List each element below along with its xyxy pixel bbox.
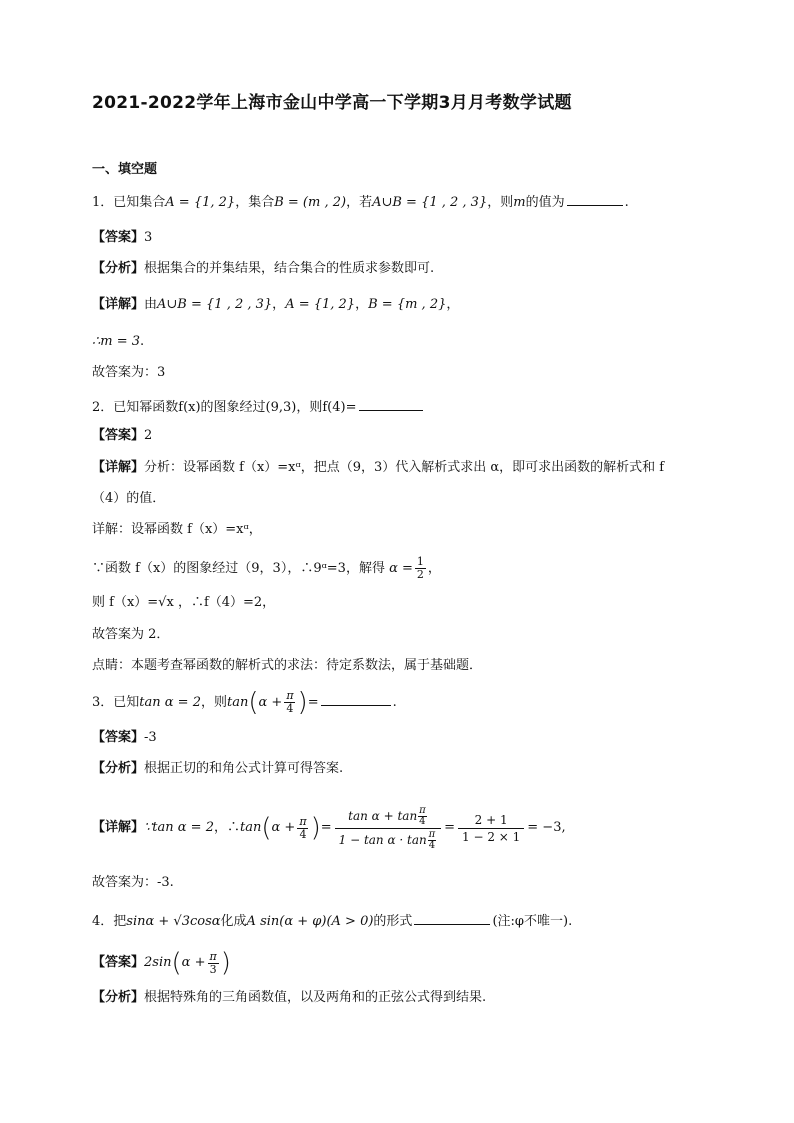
answer-tag: 【答案】 — [92, 428, 145, 443]
left-paren: ( — [171, 948, 182, 978]
left-paren: ( — [248, 687, 259, 718]
q2-comment: 点睛：本题考查幂函数的解析式的求法：待定系数法，属于基础题． — [92, 658, 483, 673]
fraction-denominator: 2 — [416, 568, 424, 581]
q3-formula-fraction — [335, 806, 441, 851]
q1-set-a: A = {1, 2} — [165, 195, 236, 210]
q3-blank — [321, 691, 391, 706]
q1-therefore: ∴m = 3. — [92, 334, 145, 349]
detail-tag: 【详解】 — [92, 460, 145, 475]
analysis-tag: 【分析】 — [92, 261, 145, 276]
q4-stem — [92, 910, 572, 931]
q2-detail-b: （4）的值． — [92, 491, 166, 506]
q3-answer-value: -3 — [144, 730, 157, 745]
fraction-denominator: 4 — [419, 815, 426, 827]
q3-stem-pre: 3．已知 — [92, 695, 140, 710]
q2-line-e-post: ，∴f（4）=2， — [177, 595, 276, 610]
analysis-tag: 【分析】 — [92, 990, 145, 1005]
q2-detail-a-text: 分析：设幂函数 f（x）=xᵅ，把点（9，3）代入解析式求出 α，即可求出函数的解析式和 f — [144, 460, 665, 475]
q2-alpha: α = — [389, 561, 413, 576]
q1-analysis — [92, 260, 434, 278]
q3-analysis — [92, 760, 343, 778]
q2-sqrt: √x — [158, 595, 174, 610]
q1-detail-a: A = {1, 2} — [285, 297, 356, 312]
q3-because: ∵tan α = 2 — [144, 820, 214, 835]
left-paren: ( — [261, 813, 272, 843]
answer-tag: 【答案】 — [92, 230, 145, 245]
q4-expr: sinα + √3cosα — [126, 914, 221, 929]
fraction-numerator: 1 — [416, 555, 424, 568]
q2-line-d-text: ∵函数 f（x）的图象经过（9，3），∴9ᵅ=3，解得 — [92, 561, 385, 576]
q1-therefore-text: ∴m = 3 — [92, 334, 141, 349]
fraction-numerator: π — [209, 949, 217, 963]
pi-over-4-small — [418, 806, 426, 827]
fraction-denominator: 1 − 2 × 1 — [458, 828, 524, 844]
q4-analysis — [92, 989, 486, 1007]
fraction-denominator: 3 — [209, 962, 217, 976]
fraction-denominator: 4 — [286, 702, 294, 715]
q3-detail-alpha-plus: α + — [271, 820, 296, 835]
q1-union: A∪B = {1 , 2 , 3} — [372, 195, 488, 210]
right-paren: ) — [220, 948, 231, 978]
q1-blank — [567, 191, 623, 206]
q2-answer — [92, 427, 152, 445]
q3-detail — [92, 797, 566, 859]
q4-form: A sin(α + φ)(A > 0) — [246, 914, 374, 929]
q4-answer — [92, 947, 231, 979]
q1-detail-pre: 由 — [144, 297, 158, 312]
q1-stem-pre: 1．已知集合 — [92, 195, 166, 210]
q2-stem — [92, 396, 425, 417]
q1-detail-union: A∪B = {1 , 2 , 3} — [157, 297, 273, 312]
q3-detail-tan: tan — [240, 820, 262, 835]
fraction-denominator: 4 — [428, 839, 436, 851]
q4-stem-mid: 化成 — [220, 914, 247, 929]
q2-line-e — [92, 594, 275, 612]
page-title: 2021-2022学年上海市金山中学高一下学期3月月考数学试题 — [92, 93, 572, 113]
q4-analysis-text: 根据特殊角的三角函数值，以及两角和的正弦公式得到结果. — [144, 990, 487, 1005]
q4-alpha-plus: α + — [181, 955, 206, 970]
q4-stem-post: 的形式 — [373, 914, 413, 929]
q1-answer-value: 3 — [144, 230, 153, 245]
denominator-expr: 1 − tan α · tan — [338, 833, 427, 847]
q3-stem — [92, 687, 397, 718]
formula-numerator — [344, 806, 431, 828]
q2-blank — [359, 396, 423, 411]
q3-alpha-plus: α + — [258, 695, 283, 710]
q2-stem-text: 2．已知幂函数f(x)的图象经过(9,3)，则f(4)= — [92, 400, 357, 415]
q3-analysis-text: 根据正切的和角公式计算可得答案. — [144, 761, 344, 776]
q1-detail-b: B = {m , 2} — [368, 297, 447, 312]
fraction-numerator: π — [286, 689, 294, 702]
q3-eq: = — [307, 695, 319, 710]
q3-detail-eq: = — [320, 820, 332, 835]
q4-stem-pre: 4．把 — [92, 914, 127, 929]
q4-answer-coef: 2sin — [144, 955, 172, 970]
q3-given: tan α = 2 — [139, 695, 201, 710]
q3-detail-pi-over-4 — [297, 816, 308, 841]
answer-tag: 【答案】 — [92, 955, 145, 970]
q4-pi-over-3 — [207, 951, 218, 976]
section-heading: 一、填空题 — [92, 162, 158, 177]
q1-stem — [92, 191, 629, 212]
q1-sep2: ，若 — [346, 195, 373, 210]
q2-line-c: 详解：设幂函数 f（x）=xᵅ， — [92, 522, 262, 537]
q1-stem-post: 的值为 — [525, 195, 565, 210]
q2-detail-a — [92, 459, 664, 477]
q1-set-b: B = (m , 2) — [274, 195, 347, 210]
q3-stem-mid: ，则 — [200, 695, 227, 710]
q1-answer — [92, 229, 152, 247]
pi-over-4-small — [428, 830, 436, 851]
numerator-expr: tan α + tan — [348, 809, 418, 823]
q3-tan: tan — [226, 695, 249, 710]
q3-numeric-fraction — [458, 813, 524, 844]
q2-line-d: ∵函数 f（x）的图象经过（9，3），∴9ᵅ=3，解得 α = $\frac{1}{2}$ ， — [92, 555, 441, 581]
fraction-numerator: π — [299, 814, 307, 828]
q3-pi-over-4 — [284, 690, 295, 715]
fraction-numerator: 2 + 1 — [474, 812, 508, 827]
q3-conclusion: 故答案为：-3. — [92, 875, 174, 890]
q3-eq2: = — [444, 820, 455, 835]
q3-end: . — [392, 695, 397, 710]
fraction-denominator: 4 — [299, 827, 307, 841]
detail-tag: 【详解】 — [92, 820, 145, 835]
detail-tag: 【详解】 — [92, 297, 145, 312]
q3-result: = −3, — [527, 820, 566, 835]
q2-half-fraction — [415, 556, 426, 581]
q3-sep: ，∴ — [213, 820, 240, 835]
q1-sep3: ，则 — [487, 195, 514, 210]
right-paren: ) — [297, 687, 308, 718]
q1-detail: 【详解】由A∪B = {1 , 2 , 3}，A = {1, 2}，B = {m , 2}， — [92, 297, 460, 312]
q1-var: m — [513, 195, 526, 210]
right-paren: ) — [310, 813, 321, 843]
q2-answer-value: 2 — [144, 428, 153, 443]
q3-answer — [92, 729, 157, 747]
analysis-tag: 【分析】 — [92, 761, 145, 776]
q2-conclusion: 故答案为 2． — [92, 627, 170, 642]
q4-note: (注:φ不唯一). — [492, 914, 573, 929]
q1-conclusion: 故答案为：3 — [92, 365, 166, 380]
fraction-numerator: π — [428, 828, 436, 840]
q1-analysis-text: 根据集合的并集结果，结合集合的性质求参数即可. — [144, 261, 435, 276]
formula-denominator — [335, 828, 441, 851]
answer-tag: 【答案】 — [92, 730, 145, 745]
fraction-numerator: π — [419, 804, 426, 816]
q2-line-e-pre: 则 f（x）= — [92, 595, 159, 610]
q1-end: . — [624, 195, 629, 210]
q4-blank — [414, 910, 490, 925]
q1-sep1: ，集合 — [235, 195, 275, 210]
